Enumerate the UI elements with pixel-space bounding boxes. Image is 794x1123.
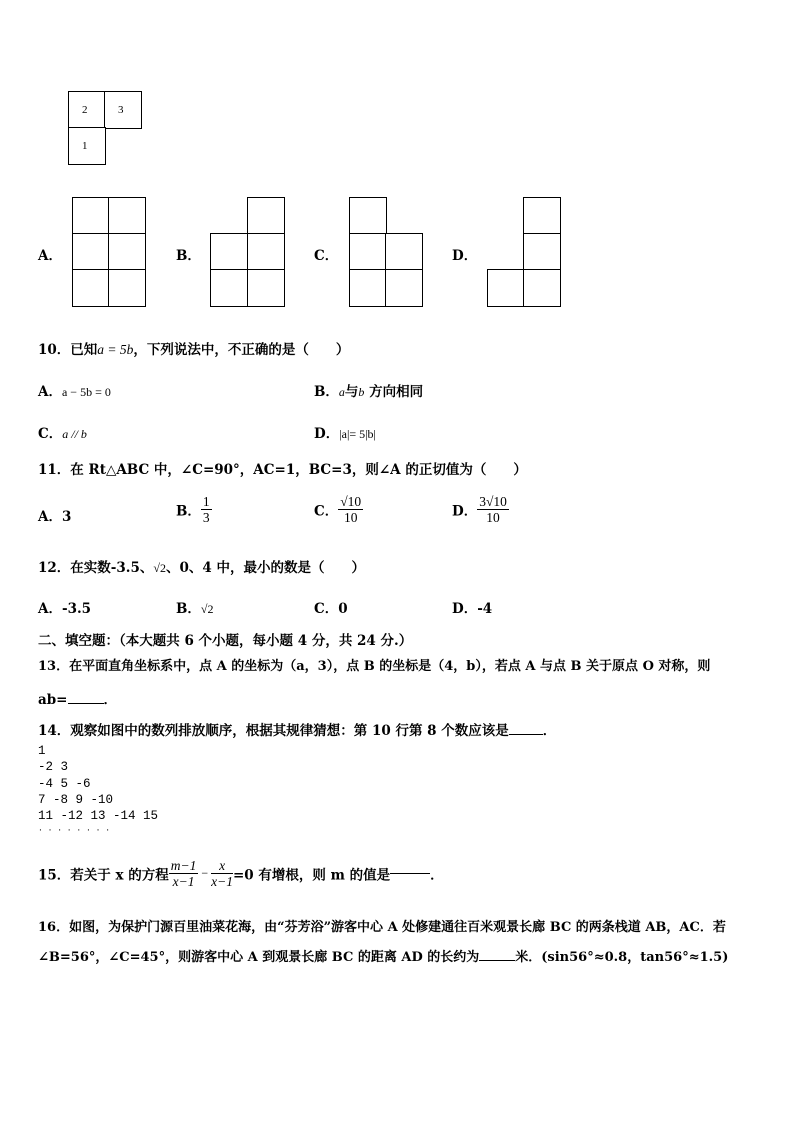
q13-line1: 13．在平面直角坐标系中，点 A 的坐标为（a，3），点 B 的坐标是（4，b），若点 A 与点 B 关于原点 O 对称，则 — [38, 659, 711, 674]
fraction-numerator: m−1 — [170, 858, 197, 873]
fraction-numerator: x — [211, 858, 233, 874]
triangle-row: 7 -8 9 -10 — [38, 792, 114, 807]
q11-option-c-label: C． — [314, 503, 339, 520]
q10-option-a-expr: a − 5b = 0 — [61, 385, 111, 399]
q9-option-a-label: A． — [38, 248, 62, 264]
triangle-row: -4 5 -6 — [38, 776, 91, 791]
fig-cell — [68, 91, 106, 129]
fraction-denominator: x−1 — [172, 874, 195, 889]
q14-stem-text: 14．观察如图中的数列排放顺序，根据其规律猜想：第 10 行第 8 个数应该是 — [38, 723, 509, 739]
q11-option-b-fraction — [201, 494, 212, 525]
q10-stem — [38, 338, 349, 358]
q10-stem-suffix: ，下列说法中，不正确的是（ ） — [133, 342, 350, 358]
q10-option-d-label: D． — [314, 426, 340, 442]
q10-option-b-label: B． — [314, 384, 339, 400]
q10-option-a-label: A． — [38, 384, 62, 400]
q16-line1: 16．如图，为保护门源百里油菜花海，由“芬芳浴”游客中心 A 处修建通往百米观景长廊 BC 的两条栈道 AB，AC．若 — [38, 920, 726, 935]
fraction-numerator: √10 — [340, 494, 362, 509]
answer-blank[interactable] — [390, 873, 430, 874]
q10-stem-expr: a = 5b — [97, 342, 134, 357]
q10-option-c-expr: a // b — [62, 427, 87, 441]
q13-label: ab= — [38, 692, 68, 708]
q10-option-c-label: C． — [38, 426, 63, 442]
q11-option-b-label: B． — [176, 503, 201, 520]
fig-cell — [68, 127, 106, 165]
q10-option-b-tail: 方向相同 — [369, 384, 424, 400]
number-triangle — [38, 743, 158, 838]
q16-line2-text: ∠B=56°，∠C=45°，则游客中心 A 到观景长廊 BC 的距离 AD 的长约为 — [38, 950, 480, 965]
q11-option-d-fraction — [477, 494, 509, 525]
q12-option-a: A．-3.5 — [38, 601, 92, 617]
q15-stem-suffix: =0 有增根，则 m 的值是 — [233, 867, 391, 884]
fig-cell-label: 3 — [118, 104, 124, 116]
fig-cell-label: 1 — [82, 140, 88, 152]
q11-option-c — [314, 494, 363, 525]
q10-option-b-mid: 与 — [344, 384, 359, 400]
q12-option-d: D．-4 — [452, 601, 493, 617]
fraction-numerator: 1 — [202, 494, 210, 509]
q10-option-a — [38, 380, 111, 400]
q14-stem — [38, 719, 556, 739]
q11-option-c-fraction — [338, 494, 363, 525]
q10-option-b — [314, 380, 423, 400]
q12-option-b-label: B． — [176, 601, 201, 617]
q9-option-c-label: C． — [314, 248, 339, 264]
fraction-denominator: 10 — [343, 510, 358, 525]
q15-end: ． — [430, 867, 444, 884]
q15-stem-prefix: 15．若关于 x 的方程 — [38, 867, 169, 884]
q12-stem — [38, 556, 365, 576]
q10-option-d — [314, 422, 376, 442]
q14-end: ． — [542, 723, 557, 739]
q12-option-b — [176, 597, 214, 617]
q11-stem: 11．在 Rt△ABC 中，∠C=90°，AC=1，BC=3，则∠A 的正切值为（ ） — [38, 462, 527, 478]
q10-option-b-vec-a: a — [338, 385, 345, 399]
q11-option-a: A．3 — [38, 509, 72, 525]
fraction-numerator: 3√10 — [479, 494, 507, 509]
q11-option-d-label: D． — [452, 503, 478, 520]
q12-stem-suffix: 、0、4 中，最小的数是（ ） — [165, 560, 365, 576]
triangle-row: 11 -12 13 -14 15 — [38, 809, 159, 824]
answer-blank[interactable] — [479, 960, 515, 961]
q11-option-d — [452, 494, 509, 525]
triangle-row: 1 — [38, 744, 46, 758]
answer-blank[interactable] — [68, 703, 104, 704]
fraction-denominator: 3 — [202, 510, 210, 525]
q10-option-c — [38, 422, 87, 442]
q12-option-c: C．0 — [314, 601, 348, 617]
section-heading: 二、填空题：（本大题共 6 个小题，每小题 4 分，共 24 分.） — [38, 633, 413, 649]
q12-option-b-root: √2 — [200, 602, 214, 616]
q16-line2-end: 米．(sin56°≈0.8，tan56°≈1.5) — [515, 950, 729, 965]
q13-end: ． — [103, 692, 117, 708]
fig-cell — [104, 91, 142, 129]
q10-option-d-expr: |a|= 5|b| — [339, 427, 376, 441]
q10-stem-prefix: 10．已知 — [38, 342, 98, 358]
q15-fraction-1 — [169, 858, 199, 889]
q15-fraction-2 — [211, 858, 233, 889]
q13-line2 — [38, 688, 117, 708]
triangle-row: -2 3 — [38, 760, 69, 775]
q16-line2 — [38, 946, 728, 965]
q10-option-b-vec-b: b — [358, 385, 365, 399]
q9-option-b-label: B． — [176, 248, 201, 264]
q15-stem — [38, 858, 444, 889]
fraction-denominator: 10 — [486, 510, 500, 525]
answer-blank[interactable] — [509, 734, 543, 735]
triangle-row: · · · · · · · · — [38, 826, 111, 836]
fraction-denominator: x−1 — [211, 874, 233, 889]
q11-option-b — [176, 494, 212, 525]
minus-sign: − — [201, 866, 209, 880]
q9-option-d-label: D． — [452, 248, 478, 264]
q12-stem-prefix: 12．在实数-3.5、 — [38, 560, 154, 576]
fig-cell-label: 2 — [82, 104, 88, 116]
q12-stem-root: √2 — [153, 561, 166, 575]
